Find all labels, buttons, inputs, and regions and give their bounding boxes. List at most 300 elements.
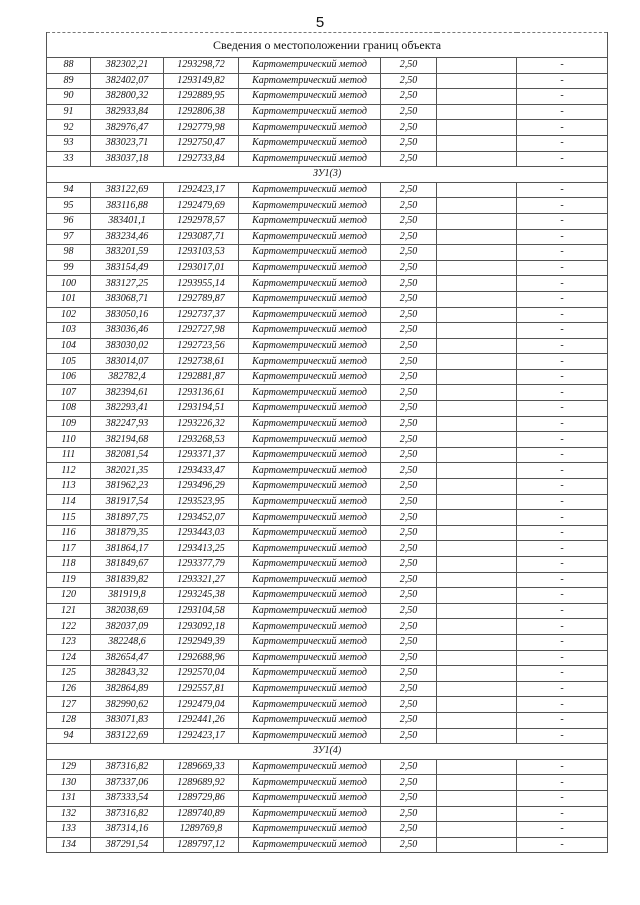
description-cell: - bbox=[517, 416, 608, 432]
empty-cell bbox=[437, 697, 517, 713]
description-cell: - bbox=[517, 541, 608, 557]
method-cell: Картометрический метод bbox=[239, 354, 381, 370]
description-cell: - bbox=[517, 510, 608, 526]
point-number-cell: 113 bbox=[47, 479, 91, 495]
y-coordinate-cell: 1289769,8 bbox=[164, 822, 239, 838]
y-coordinate-cell: 1293413,25 bbox=[164, 541, 239, 557]
method-cell: Картометрический метод bbox=[239, 338, 381, 354]
description-cell: - bbox=[517, 806, 608, 822]
accuracy-cell: 2,50 bbox=[381, 104, 437, 120]
table-row bbox=[47, 494, 608, 510]
description-cell: - bbox=[517, 245, 608, 261]
method-cell: Картометрический метод bbox=[239, 369, 381, 385]
empty-cell bbox=[437, 681, 517, 697]
empty-cell bbox=[437, 120, 517, 136]
empty-cell bbox=[437, 806, 517, 822]
y-coordinate-cell: 1289669,33 bbox=[164, 759, 239, 775]
y-coordinate-cell: 1292889,95 bbox=[164, 89, 239, 105]
point-number-cell: 107 bbox=[47, 385, 91, 401]
table-row bbox=[47, 712, 608, 728]
accuracy-cell: 2,50 bbox=[381, 837, 437, 853]
point-number-cell: 120 bbox=[47, 588, 91, 604]
y-coordinate-cell: 1292727,98 bbox=[164, 323, 239, 339]
point-number-cell: 110 bbox=[47, 432, 91, 448]
method-cell: Картометрический метод bbox=[239, 135, 381, 151]
table-row bbox=[47, 432, 608, 448]
empty-cell bbox=[437, 416, 517, 432]
empty-cell bbox=[437, 73, 517, 89]
x-coordinate-cell: 382247,93 bbox=[91, 416, 164, 432]
y-coordinate-cell: 1293433,47 bbox=[164, 463, 239, 479]
table-row bbox=[47, 775, 608, 791]
table-title: Сведения о местоположении границ объекта bbox=[47, 33, 608, 58]
accuracy-cell: 2,50 bbox=[381, 447, 437, 463]
point-number-cell: 94 bbox=[47, 728, 91, 744]
description-cell: - bbox=[517, 588, 608, 604]
empty-cell bbox=[437, 354, 517, 370]
x-coordinate-cell: 387291,54 bbox=[91, 837, 164, 853]
group-label: ЗУ1(4) bbox=[47, 744, 608, 760]
description-cell: - bbox=[517, 182, 608, 198]
empty-cell bbox=[437, 198, 517, 214]
x-coordinate-cell: 382038,69 bbox=[91, 603, 164, 619]
description-cell: - bbox=[517, 354, 608, 370]
description-cell: - bbox=[517, 432, 608, 448]
accuracy-cell: 2,50 bbox=[381, 697, 437, 713]
point-number-cell: 114 bbox=[47, 494, 91, 510]
y-coordinate-cell: 1292479,04 bbox=[164, 697, 239, 713]
point-number-cell: 111 bbox=[47, 447, 91, 463]
method-cell: Картометрический метод bbox=[239, 182, 381, 198]
accuracy-cell: 2,50 bbox=[381, 572, 437, 588]
table-row bbox=[47, 198, 608, 214]
method-cell: Картометрический метод bbox=[239, 541, 381, 557]
point-number-cell: 118 bbox=[47, 557, 91, 573]
y-coordinate-cell: 1293226,32 bbox=[164, 416, 239, 432]
point-number-cell: 121 bbox=[47, 603, 91, 619]
method-cell: Картометрический метод bbox=[239, 479, 381, 495]
empty-cell bbox=[437, 291, 517, 307]
table-row bbox=[47, 572, 608, 588]
accuracy-cell: 2,50 bbox=[381, 728, 437, 744]
table-row bbox=[47, 463, 608, 479]
method-cell: Картометрический метод bbox=[239, 525, 381, 541]
empty-cell bbox=[437, 822, 517, 838]
description-cell: - bbox=[517, 525, 608, 541]
description-cell: - bbox=[517, 572, 608, 588]
x-coordinate-cell: 387316,82 bbox=[91, 806, 164, 822]
x-coordinate-cell: 382293,41 bbox=[91, 401, 164, 417]
y-coordinate-cell: 1293149,82 bbox=[164, 73, 239, 89]
method-cell: Картометрический метод bbox=[239, 432, 381, 448]
y-coordinate-cell: 1292750,47 bbox=[164, 135, 239, 151]
y-coordinate-cell: 1292688,96 bbox=[164, 650, 239, 666]
empty-cell bbox=[437, 790, 517, 806]
boundary-table-container bbox=[46, 32, 607, 853]
method-cell: Картометрический метод bbox=[239, 759, 381, 775]
accuracy-cell: 2,50 bbox=[381, 479, 437, 495]
table-row bbox=[47, 634, 608, 650]
method-cell: Картометрический метод bbox=[239, 822, 381, 838]
table-row bbox=[47, 401, 608, 417]
point-number-cell: 129 bbox=[47, 759, 91, 775]
x-coordinate-cell: 382800,32 bbox=[91, 89, 164, 105]
method-cell: Картометрический метод bbox=[239, 572, 381, 588]
empty-cell bbox=[437, 666, 517, 682]
table-row bbox=[47, 681, 608, 697]
description-cell: - bbox=[517, 401, 608, 417]
group-header-row bbox=[47, 167, 608, 183]
table-row bbox=[47, 89, 608, 105]
empty-cell bbox=[437, 307, 517, 323]
accuracy-cell: 2,50 bbox=[381, 681, 437, 697]
y-coordinate-cell: 1293087,71 bbox=[164, 229, 239, 245]
group-label: ЗУ1(3) bbox=[47, 167, 608, 183]
point-number-cell: 103 bbox=[47, 323, 91, 339]
method-cell: Картометрический метод bbox=[239, 790, 381, 806]
description-cell: - bbox=[517, 634, 608, 650]
x-coordinate-cell: 387337,06 bbox=[91, 775, 164, 791]
y-coordinate-cell: 1293496,29 bbox=[164, 479, 239, 495]
table-row bbox=[47, 837, 608, 853]
empty-cell bbox=[437, 369, 517, 385]
description-cell: - bbox=[517, 557, 608, 573]
empty-cell bbox=[437, 572, 517, 588]
point-number-cell: 109 bbox=[47, 416, 91, 432]
empty-cell bbox=[437, 151, 517, 167]
point-number-cell: 117 bbox=[47, 541, 91, 557]
empty-cell bbox=[437, 463, 517, 479]
accuracy-cell: 2,50 bbox=[381, 260, 437, 276]
accuracy-cell: 2,50 bbox=[381, 588, 437, 604]
point-number-cell: 115 bbox=[47, 510, 91, 526]
method-cell: Картометрический метод bbox=[239, 385, 381, 401]
empty-cell bbox=[437, 494, 517, 510]
x-coordinate-cell: 381839,82 bbox=[91, 572, 164, 588]
accuracy-cell: 2,50 bbox=[381, 619, 437, 635]
method-cell: Картометрический метод bbox=[239, 463, 381, 479]
empty-cell bbox=[437, 135, 517, 151]
empty-cell bbox=[437, 712, 517, 728]
description-cell: - bbox=[517, 213, 608, 229]
accuracy-cell: 2,50 bbox=[381, 369, 437, 385]
empty-cell bbox=[437, 759, 517, 775]
description-cell: - bbox=[517, 650, 608, 666]
table-row bbox=[47, 479, 608, 495]
description-cell: - bbox=[517, 73, 608, 89]
point-number-cell: 99 bbox=[47, 260, 91, 276]
y-coordinate-cell: 1292978,57 bbox=[164, 213, 239, 229]
method-cell: Картометрический метод bbox=[239, 447, 381, 463]
point-number-cell: 128 bbox=[47, 712, 91, 728]
x-coordinate-cell: 383122,69 bbox=[91, 728, 164, 744]
x-coordinate-cell: 381849,67 bbox=[91, 557, 164, 573]
description-cell: - bbox=[517, 323, 608, 339]
y-coordinate-cell: 1293371,37 bbox=[164, 447, 239, 463]
page-number: 5 bbox=[315, 14, 325, 31]
table-row bbox=[47, 58, 608, 74]
accuracy-cell: 2,50 bbox=[381, 323, 437, 339]
empty-cell bbox=[437, 260, 517, 276]
point-number-cell: 134 bbox=[47, 837, 91, 853]
x-coordinate-cell: 381919,8 bbox=[91, 588, 164, 604]
method-cell: Картометрический метод bbox=[239, 619, 381, 635]
empty-cell bbox=[437, 229, 517, 245]
x-coordinate-cell: 382302,21 bbox=[91, 58, 164, 74]
method-cell: Картометрический метод bbox=[239, 401, 381, 417]
description-cell: - bbox=[517, 666, 608, 682]
point-number-cell: 94 bbox=[47, 182, 91, 198]
table-row bbox=[47, 151, 608, 167]
point-number-cell: 100 bbox=[47, 276, 91, 292]
x-coordinate-cell: 381962,23 bbox=[91, 479, 164, 495]
empty-cell bbox=[437, 634, 517, 650]
description-cell: - bbox=[517, 58, 608, 74]
x-coordinate-cell: 387314,16 bbox=[91, 822, 164, 838]
method-cell: Картометрический метод bbox=[239, 213, 381, 229]
description-cell: - bbox=[517, 135, 608, 151]
table-row bbox=[47, 619, 608, 635]
accuracy-cell: 2,50 bbox=[381, 182, 437, 198]
x-coordinate-cell: 382194,68 bbox=[91, 432, 164, 448]
table-row bbox=[47, 557, 608, 573]
method-cell: Картометрический метод bbox=[239, 634, 381, 650]
empty-cell bbox=[437, 385, 517, 401]
y-coordinate-cell: 1292881,87 bbox=[164, 369, 239, 385]
table-row bbox=[47, 276, 608, 292]
x-coordinate-cell: 383014,07 bbox=[91, 354, 164, 370]
empty-cell bbox=[437, 245, 517, 261]
x-coordinate-cell: 381897,75 bbox=[91, 510, 164, 526]
table-row bbox=[47, 822, 608, 838]
empty-cell bbox=[437, 837, 517, 853]
empty-cell bbox=[437, 104, 517, 120]
accuracy-cell: 2,50 bbox=[381, 557, 437, 573]
empty-cell bbox=[437, 447, 517, 463]
method-cell: Картометрический метод bbox=[239, 260, 381, 276]
x-coordinate-cell: 382933,84 bbox=[91, 104, 164, 120]
accuracy-cell: 2,50 bbox=[381, 229, 437, 245]
point-number-cell: 132 bbox=[47, 806, 91, 822]
empty-cell bbox=[437, 401, 517, 417]
x-coordinate-cell: 382021,35 bbox=[91, 463, 164, 479]
y-coordinate-cell: 1293377,79 bbox=[164, 557, 239, 573]
y-coordinate-cell: 1293092,18 bbox=[164, 619, 239, 635]
point-number-cell: 90 bbox=[47, 89, 91, 105]
empty-cell bbox=[437, 588, 517, 604]
empty-cell bbox=[437, 775, 517, 791]
description-cell: - bbox=[517, 790, 608, 806]
y-coordinate-cell: 1293268,53 bbox=[164, 432, 239, 448]
x-coordinate-cell: 383037,18 bbox=[91, 151, 164, 167]
description-cell: - bbox=[517, 291, 608, 307]
description-cell: - bbox=[517, 619, 608, 635]
x-coordinate-cell: 381879,35 bbox=[91, 525, 164, 541]
point-number-cell: 88 bbox=[47, 58, 91, 74]
y-coordinate-cell: 1293298,72 bbox=[164, 58, 239, 74]
accuracy-cell: 2,50 bbox=[381, 276, 437, 292]
table-row bbox=[47, 541, 608, 557]
method-cell: Картометрический метод bbox=[239, 588, 381, 604]
description-cell: - bbox=[517, 697, 608, 713]
accuracy-cell: 2,50 bbox=[381, 634, 437, 650]
x-coordinate-cell: 383050,16 bbox=[91, 307, 164, 323]
method-cell: Картометрический метод bbox=[239, 697, 381, 713]
table-row bbox=[47, 697, 608, 713]
accuracy-cell: 2,50 bbox=[381, 525, 437, 541]
point-number-cell: 97 bbox=[47, 229, 91, 245]
point-number-cell: 119 bbox=[47, 572, 91, 588]
description-cell: - bbox=[517, 463, 608, 479]
x-coordinate-cell: 382976,47 bbox=[91, 120, 164, 136]
table-row bbox=[47, 213, 608, 229]
table-row bbox=[47, 73, 608, 89]
accuracy-cell: 2,50 bbox=[381, 135, 437, 151]
accuracy-cell: 2,50 bbox=[381, 291, 437, 307]
accuracy-cell: 2,50 bbox=[381, 385, 437, 401]
point-number-cell: 125 bbox=[47, 666, 91, 682]
accuracy-cell: 2,50 bbox=[381, 463, 437, 479]
accuracy-cell: 2,50 bbox=[381, 494, 437, 510]
point-number-cell: 101 bbox=[47, 291, 91, 307]
table-row bbox=[47, 447, 608, 463]
y-coordinate-cell: 1292737,37 bbox=[164, 307, 239, 323]
y-coordinate-cell: 1292779,98 bbox=[164, 120, 239, 136]
table-row bbox=[47, 354, 608, 370]
accuracy-cell: 2,50 bbox=[381, 338, 437, 354]
y-coordinate-cell: 1289740,89 bbox=[164, 806, 239, 822]
method-cell: Картометрический метод bbox=[239, 681, 381, 697]
method-cell: Картометрический метод bbox=[239, 603, 381, 619]
x-coordinate-cell: 387316,82 bbox=[91, 759, 164, 775]
table-row bbox=[47, 650, 608, 666]
y-coordinate-cell: 1292423,17 bbox=[164, 182, 239, 198]
y-coordinate-cell: 1292733,84 bbox=[164, 151, 239, 167]
y-coordinate-cell: 1292570,04 bbox=[164, 666, 239, 682]
table-row bbox=[47, 525, 608, 541]
accuracy-cell: 2,50 bbox=[381, 666, 437, 682]
description-cell: - bbox=[517, 822, 608, 838]
x-coordinate-cell: 383068,71 bbox=[91, 291, 164, 307]
description-cell: - bbox=[517, 494, 608, 510]
x-coordinate-cell: 383122,69 bbox=[91, 182, 164, 198]
x-coordinate-cell: 382990,62 bbox=[91, 697, 164, 713]
y-coordinate-cell: 1293103,53 bbox=[164, 245, 239, 261]
point-number-cell: 95 bbox=[47, 198, 91, 214]
empty-cell bbox=[437, 338, 517, 354]
empty-cell bbox=[437, 557, 517, 573]
y-coordinate-cell: 1293523,95 bbox=[164, 494, 239, 510]
method-cell: Картометрический метод bbox=[239, 728, 381, 744]
x-coordinate-cell: 382081,54 bbox=[91, 447, 164, 463]
table-row bbox=[47, 603, 608, 619]
y-coordinate-cell: 1292479,69 bbox=[164, 198, 239, 214]
table-row bbox=[47, 104, 608, 120]
accuracy-cell: 2,50 bbox=[381, 541, 437, 557]
method-cell: Картометрический метод bbox=[239, 89, 381, 105]
accuracy-cell: 2,50 bbox=[381, 120, 437, 136]
x-coordinate-cell: 382654,47 bbox=[91, 650, 164, 666]
accuracy-cell: 2,50 bbox=[381, 89, 437, 105]
point-number-cell: 105 bbox=[47, 354, 91, 370]
accuracy-cell: 2,50 bbox=[381, 650, 437, 666]
point-number-cell: 108 bbox=[47, 401, 91, 417]
method-cell: Картометрический метод bbox=[239, 416, 381, 432]
description-cell: - bbox=[517, 759, 608, 775]
point-number-cell: 126 bbox=[47, 681, 91, 697]
accuracy-cell: 2,50 bbox=[381, 416, 437, 432]
description-cell: - bbox=[517, 837, 608, 853]
table-row bbox=[47, 307, 608, 323]
table-row bbox=[47, 229, 608, 245]
x-coordinate-cell: 383036,46 bbox=[91, 323, 164, 339]
method-cell: Картометрический метод bbox=[239, 650, 381, 666]
y-coordinate-cell: 1289797,12 bbox=[164, 837, 239, 853]
accuracy-cell: 2,50 bbox=[381, 58, 437, 74]
method-cell: Картометрический метод bbox=[239, 775, 381, 791]
method-cell: Картометрический метод bbox=[239, 151, 381, 167]
x-coordinate-cell: 383116,88 bbox=[91, 198, 164, 214]
description-cell: - bbox=[517, 338, 608, 354]
y-coordinate-cell: 1293955,14 bbox=[164, 276, 239, 292]
method-cell: Картометрический метод bbox=[239, 104, 381, 120]
table-row bbox=[47, 806, 608, 822]
accuracy-cell: 2,50 bbox=[381, 775, 437, 791]
empty-cell bbox=[437, 619, 517, 635]
y-coordinate-cell: 1293104,58 bbox=[164, 603, 239, 619]
point-number-cell: 104 bbox=[47, 338, 91, 354]
empty-cell bbox=[437, 650, 517, 666]
empty-cell bbox=[437, 89, 517, 105]
description-cell: - bbox=[517, 385, 608, 401]
table-row bbox=[47, 666, 608, 682]
method-cell: Картометрический метод bbox=[239, 58, 381, 74]
y-coordinate-cell: 1292806,38 bbox=[164, 104, 239, 120]
accuracy-cell: 2,50 bbox=[381, 307, 437, 323]
method-cell: Картометрический метод bbox=[239, 291, 381, 307]
description-cell: - bbox=[517, 120, 608, 136]
boundary-coordinates-table bbox=[46, 32, 608, 853]
accuracy-cell: 2,50 bbox=[381, 822, 437, 838]
accuracy-cell: 2,50 bbox=[381, 510, 437, 526]
empty-cell bbox=[437, 182, 517, 198]
table-row bbox=[47, 245, 608, 261]
point-number-cell: 122 bbox=[47, 619, 91, 635]
accuracy-cell: 2,50 bbox=[381, 213, 437, 229]
empty-cell bbox=[437, 432, 517, 448]
description-cell: - bbox=[517, 447, 608, 463]
y-coordinate-cell: 1292723,56 bbox=[164, 338, 239, 354]
method-cell: Картометрический метод bbox=[239, 510, 381, 526]
empty-cell bbox=[437, 603, 517, 619]
table-row bbox=[47, 182, 608, 198]
x-coordinate-cell: 382864,89 bbox=[91, 681, 164, 697]
table-row bbox=[47, 790, 608, 806]
description-cell: - bbox=[517, 603, 608, 619]
accuracy-cell: 2,50 bbox=[381, 712, 437, 728]
point-number-cell: 112 bbox=[47, 463, 91, 479]
empty-cell bbox=[437, 276, 517, 292]
x-coordinate-cell: 382037,09 bbox=[91, 619, 164, 635]
y-coordinate-cell: 1289689,92 bbox=[164, 775, 239, 791]
point-number-cell: 127 bbox=[47, 697, 91, 713]
y-coordinate-cell: 1292423,17 bbox=[164, 728, 239, 744]
point-number-cell: 123 bbox=[47, 634, 91, 650]
x-coordinate-cell: 383023,71 bbox=[91, 135, 164, 151]
description-cell: - bbox=[517, 198, 608, 214]
x-coordinate-cell: 382782,4 bbox=[91, 369, 164, 385]
table-row bbox=[47, 728, 608, 744]
